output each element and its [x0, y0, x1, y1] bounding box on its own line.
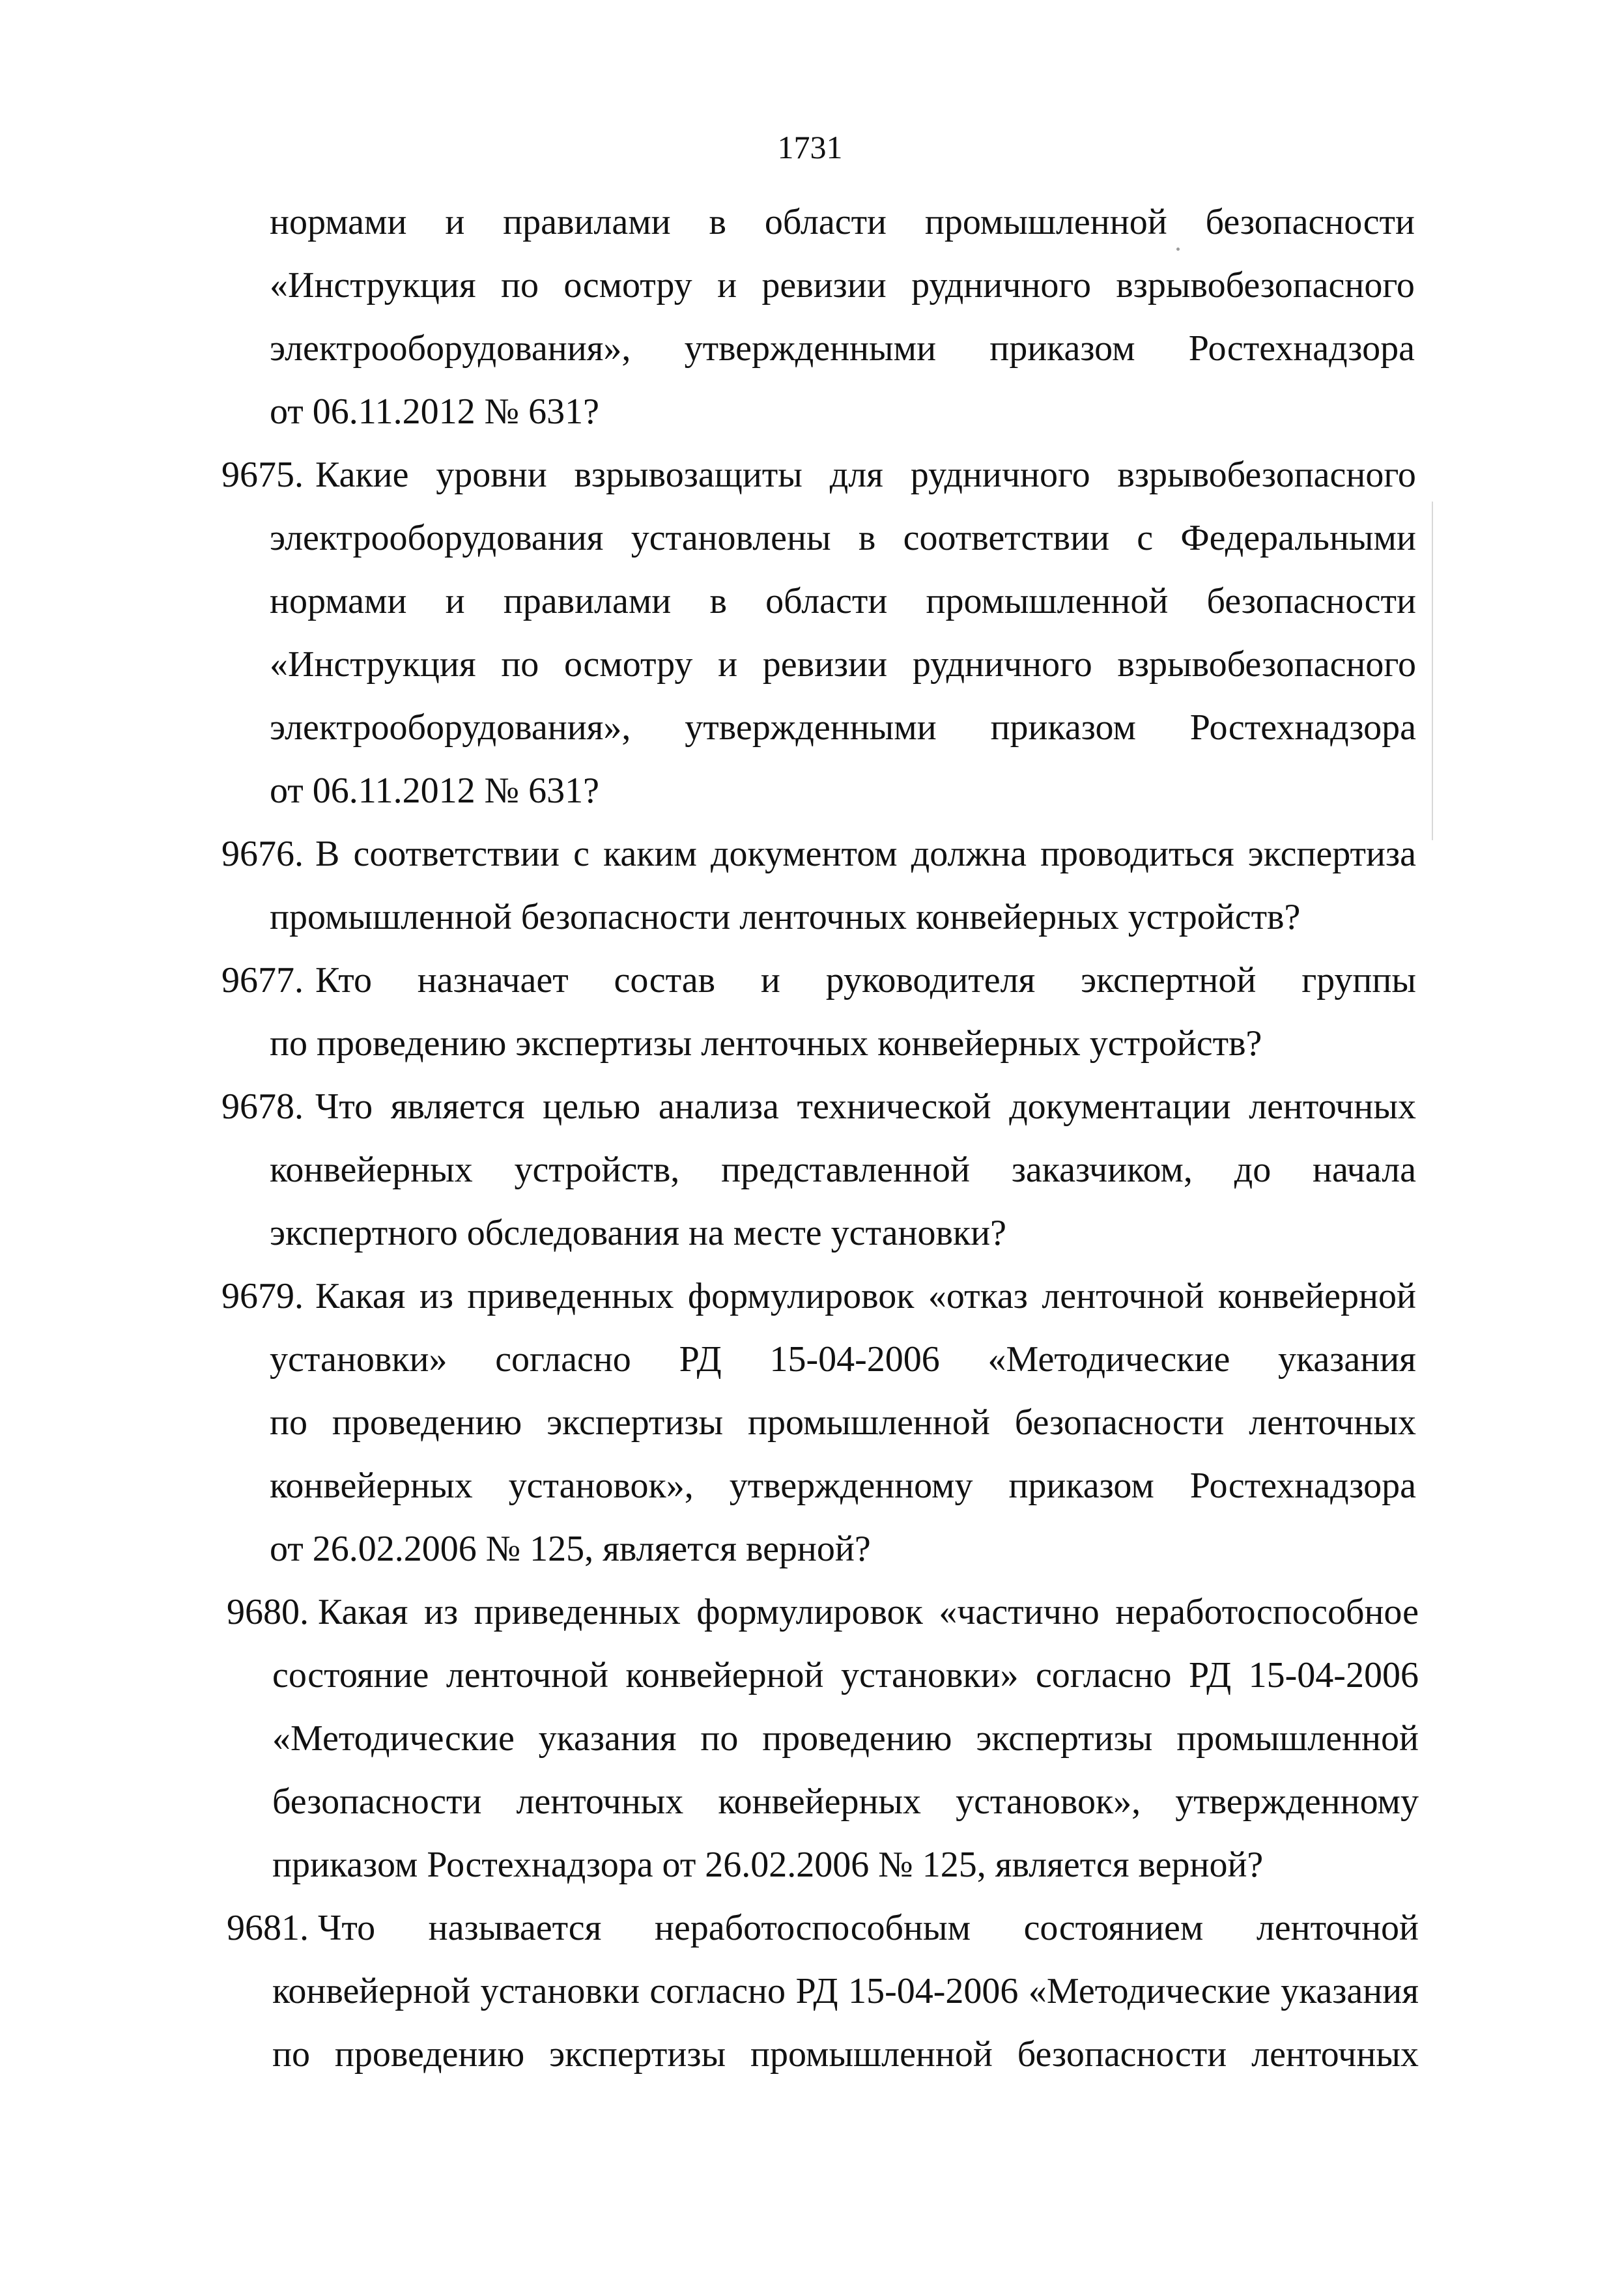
word: взрывобезопасного [1117, 644, 1416, 685]
word: конвейерных [718, 1781, 922, 1822]
question-number: 9678. [221, 1086, 304, 1127]
word: конвейерной [272, 1971, 471, 2011]
question-9676-line-1 [315, 831, 1416, 877]
question-9680-line-4 [272, 1779, 1419, 1824]
word: каким [603, 834, 697, 874]
word: Ростехнадзора [1189, 707, 1416, 748]
word: состояние [272, 1655, 429, 1695]
word: взрывобезопасного [1116, 265, 1415, 305]
question-9680-line-3 [272, 1716, 1419, 1761]
word: электрооборудования [270, 518, 604, 558]
word: до [1234, 1150, 1272, 1190]
question-9678-line-1 [315, 1084, 1416, 1129]
intro-line-2 [270, 262, 1415, 308]
word: утвержденными [684, 328, 937, 369]
word: приказом [990, 707, 1136, 748]
question-number: 9681. [227, 1908, 309, 1948]
word: промышленной [926, 581, 1169, 621]
word: и [445, 202, 465, 242]
word: состоянием [1023, 1908, 1204, 1948]
question-9675-line-4 [270, 642, 1416, 687]
word: в [709, 202, 726, 242]
intro-line-4: от 06.11.2012 № 631? [270, 391, 599, 432]
word: группы [1301, 960, 1416, 1000]
word: из [419, 1276, 453, 1316]
word: рудничного [911, 265, 1091, 305]
question-9679-line-3 [270, 1400, 1416, 1445]
word: согласно [495, 1339, 631, 1380]
word: приказом [1008, 1466, 1154, 1506]
question-9680-line-5: приказом Ростехнадзора от 26.02.2006 № 125, является верной? [272, 1845, 1264, 1885]
word: по [270, 1402, 307, 1443]
word: 15-04-2006 [769, 1339, 940, 1380]
word: установлены [631, 518, 831, 558]
word: нормами [270, 202, 407, 242]
word: установок», [956, 1781, 1141, 1822]
word: по [501, 644, 539, 685]
question-number: 9675. [221, 455, 304, 495]
word: РД [1189, 1655, 1232, 1695]
word: взрывозащиты [574, 455, 803, 495]
question-9678-line-3: экспертного обследования на месте установки? [270, 1213, 1006, 1253]
word: правилами [503, 202, 671, 242]
word: «частично [939, 1592, 1100, 1632]
word: ленточных [516, 1781, 684, 1822]
word: ленточных [1251, 2034, 1419, 2075]
question-9675-line-6: от 06.11.2012 № 631? [270, 771, 599, 811]
word: в [709, 581, 727, 621]
word: Ростехнадзора [1188, 328, 1415, 369]
word: В [315, 834, 340, 874]
word: согласно [649, 1971, 786, 2011]
word: указания [538, 1718, 677, 1759]
question-9675-line-5 [270, 705, 1416, 750]
word: утвержденному [729, 1466, 973, 1506]
word: взрывобезопасного [1117, 455, 1416, 495]
word: представленной [721, 1150, 970, 1190]
word: конвейерных [270, 1150, 473, 1190]
word: формулировок [687, 1276, 915, 1316]
word: ленточной [446, 1655, 608, 1695]
word: безопасности [1205, 202, 1415, 242]
word: рудничного [912, 644, 1092, 685]
word: «отказ [928, 1276, 1028, 1316]
question-9675-line-1 [315, 452, 1416, 498]
question-9676-line-2: промышленной безопасности ленточных конвейерных устройств? [270, 897, 1301, 937]
word: установки [480, 1971, 640, 2011]
word: промышленной [748, 1402, 990, 1443]
word: из [423, 1592, 459, 1632]
word: технической [797, 1086, 991, 1127]
question-9681-line-3 [272, 2032, 1419, 2077]
word: утвержденному [1175, 1781, 1419, 1822]
word: безопасности [1014, 1402, 1225, 1443]
word: ленточной [1042, 1276, 1204, 1316]
question-number: 9679. [221, 1276, 304, 1316]
word: промышленной [750, 2034, 993, 2075]
word: уровни [436, 455, 547, 495]
word: с [1137, 518, 1154, 558]
word: Федеральными [1180, 518, 1416, 558]
word: является [390, 1086, 525, 1127]
question-9681-line-1 [318, 1905, 1419, 1951]
word: установки» [270, 1339, 448, 1380]
word: Какая [315, 1276, 406, 1316]
word: проводиться [1040, 834, 1234, 874]
word: с [573, 834, 590, 874]
word: целью [543, 1086, 641, 1127]
word: документации [1009, 1086, 1231, 1127]
word: проведению [334, 2034, 525, 2075]
word: РД [679, 1339, 722, 1380]
word: области [765, 581, 888, 621]
word: для [829, 455, 883, 495]
question-9678-line-2 [270, 1147, 1416, 1193]
word: установок», [508, 1466, 694, 1506]
word: «Методические [272, 1718, 515, 1759]
word: соответствии [903, 518, 1110, 558]
word: по [500, 265, 539, 305]
word: нормами [270, 581, 407, 621]
word: экспертизы [976, 1718, 1153, 1759]
intro-line-3 [270, 326, 1415, 371]
word: «Методические [988, 1339, 1230, 1380]
word: руководителя [825, 960, 1036, 1000]
word: ревизии [761, 265, 887, 305]
word: устройств, [514, 1150, 680, 1190]
word: и [445, 581, 465, 621]
scan-speck [1176, 248, 1180, 251]
question-9681-line-2 [272, 1968, 1419, 2014]
word: начала [1313, 1150, 1416, 1190]
question-number: 9677. [221, 960, 304, 1000]
word: документом [711, 834, 898, 874]
word: по [700, 1718, 739, 1759]
question-9677-line-2: по проведению экспертизы ленточных конвейерных устройств? [270, 1023, 1262, 1064]
word: конвейерной [625, 1655, 824, 1695]
question-9679-line-4 [270, 1463, 1416, 1509]
word: утвержденными [685, 707, 937, 748]
word: экспертизы [549, 2034, 726, 2075]
word: рудничного [910, 455, 1090, 495]
question-number: 9680. [227, 1592, 309, 1632]
word: осмотру [563, 265, 692, 305]
question-9675-line-2 [270, 515, 1416, 561]
word: ленточной [1256, 1908, 1419, 1948]
word: области [764, 202, 887, 242]
question-9679-line-1 [315, 1273, 1416, 1319]
word: и [718, 644, 738, 685]
word: состав [614, 960, 716, 1000]
word: Что [315, 1086, 373, 1127]
word: установки» [841, 1655, 1019, 1695]
word: Что [318, 1908, 376, 1948]
question-9680-line-2 [272, 1652, 1419, 1698]
question-9677-line-1 [315, 957, 1416, 1003]
word: неработоспособным [654, 1908, 971, 1948]
word: правилами [503, 581, 672, 621]
word: и [717, 265, 737, 305]
word: в [858, 518, 876, 558]
word: экспертной [1081, 960, 1257, 1000]
word: ленточных [1249, 1402, 1416, 1443]
word: промышленной [1176, 1718, 1419, 1759]
word: Какие [315, 455, 409, 495]
word: электрооборудования», [270, 328, 631, 369]
word: Кто [315, 960, 372, 1000]
word: согласно [1035, 1655, 1172, 1695]
word: ревизии [762, 644, 888, 685]
word: безопасности [1206, 581, 1416, 621]
word: «Инструкция [270, 265, 476, 305]
word: соответствии [353, 834, 560, 874]
word: конвейерных [270, 1466, 473, 1506]
word: указания [1278, 1339, 1416, 1380]
word: конвейерной [1217, 1276, 1416, 1316]
word: должна [911, 834, 1027, 874]
word: указания [1281, 1971, 1419, 2011]
word: Ростехнадзора [1189, 1466, 1416, 1506]
question-9679-line-5: от 26.02.2006 № 125, является верной? [270, 1529, 871, 1569]
word: проведению [762, 1718, 952, 1759]
word: приведенных [474, 1592, 681, 1632]
word: называется [428, 1908, 602, 1948]
word: осмотру [564, 644, 693, 685]
word: по [272, 2034, 310, 2075]
scan-edge-mark [1432, 502, 1433, 840]
word: безопасности [1017, 2034, 1227, 2075]
word: «Методические [1028, 1971, 1271, 2011]
word: РД [795, 1971, 838, 2011]
question-number: 9676. [221, 834, 304, 874]
word: и [760, 960, 780, 1000]
word: электрооборудования», [270, 707, 631, 748]
word: назначает [417, 960, 569, 1000]
word: неработоспособное [1115, 1592, 1419, 1632]
word: формулировок [696, 1592, 923, 1632]
word: 15-04-2006 [848, 1971, 1019, 2011]
question-9675-line-3 [270, 578, 1416, 624]
word: экспертизы [547, 1402, 724, 1443]
page-number: 1731 [777, 129, 843, 165]
word: промышленной [924, 202, 1167, 242]
word: Какая [318, 1592, 408, 1632]
word: 15-04-2006 [1248, 1655, 1419, 1695]
word: приведенных [467, 1276, 674, 1316]
question-9679-line-2 [270, 1337, 1416, 1382]
intro-line-1 [270, 199, 1415, 245]
word: проведению [332, 1402, 522, 1443]
word: приказом [989, 328, 1135, 369]
word: анализа [658, 1086, 779, 1127]
word: экспертиза [1247, 834, 1416, 874]
word: заказчиком, [1011, 1150, 1193, 1190]
question-9680-line-1 [318, 1589, 1419, 1635]
word: безопасности [272, 1781, 482, 1822]
word: ленточных [1249, 1086, 1416, 1127]
word: «Инструкция [270, 644, 476, 685]
